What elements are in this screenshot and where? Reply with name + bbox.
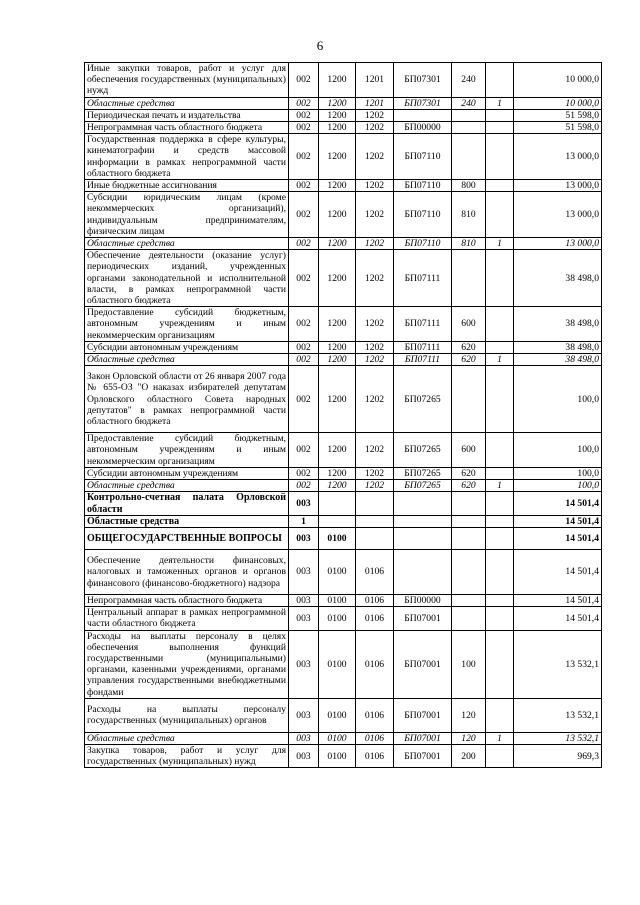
row-name: Периодическая печать и издательства (85, 109, 289, 121)
cell-target-article: БП00000 (394, 122, 452, 134)
row-name: Обеспечение деятельности финансовых, налоговых и таможенных органов и органов финансового (финансово-бюджетного) надзора (85, 549, 289, 594)
cell-section-code: 1200 (319, 480, 356, 492)
cell-expense-type (452, 122, 486, 134)
cell-amount: 14 501,4 (514, 515, 602, 527)
cell-target-article: БП07001 (394, 630, 452, 698)
cell-expense-type: 810 (452, 238, 486, 250)
cell-section-code (319, 492, 356, 515)
cell-funding-source (486, 366, 514, 433)
cell-section-code: 1200 (319, 192, 356, 238)
cell-expense-type (452, 549, 486, 594)
cell-ministry-code: 002 (289, 480, 319, 492)
cell-funding-source (486, 250, 514, 307)
cell-section-code: 0100 (319, 594, 356, 606)
table-row (85, 366, 602, 433)
cell-funding-source (486, 607, 514, 630)
cell-funding-source (486, 527, 514, 549)
cell-target-article: БП07265 (394, 467, 452, 479)
cell-ministry-code: 002 (289, 307, 319, 342)
cell-amount: 14 501,4 (514, 549, 602, 594)
cell-amount: 10 000,0 (514, 63, 602, 98)
cell-amount: 38 498,0 (514, 341, 602, 353)
row-name: Областные средства (85, 480, 289, 492)
cell-subsection-code: 1202 (356, 192, 394, 238)
cell-ministry-code: 002 (289, 97, 319, 109)
row-name: Субсидии юридическим лицам (кроме некоммерческих организаций), индивидуальным предпринимателям, физическим лицам (85, 192, 289, 238)
cell-amount: 14 501,4 (514, 527, 602, 549)
cell-expense-type: 620 (452, 467, 486, 479)
cell-amount: 38 498,0 (514, 250, 602, 307)
cell-expense-type: 240 (452, 97, 486, 109)
row-name: Областные средства (85, 97, 289, 109)
cell-funding-source: 1 (486, 97, 514, 109)
cell-funding-source (486, 515, 514, 527)
cell-subsection-code: 1202 (356, 366, 394, 433)
cell-expense-type: 120 (452, 698, 486, 732)
cell-target-article: БП07301 (394, 63, 452, 98)
cell-section-code: 1200 (319, 122, 356, 134)
cell-funding-source (486, 549, 514, 594)
cell-ministry-code: 1 (289, 515, 319, 527)
cell-funding-source (486, 307, 514, 342)
cell-subsection-code: 0106 (356, 630, 394, 698)
cell-target-article: БП07265 (394, 433, 452, 468)
cell-funding-source (486, 433, 514, 468)
cell-section-code: 1200 (319, 307, 356, 342)
cell-target-article (394, 527, 452, 549)
cell-expense-type: 600 (452, 307, 486, 342)
row-name: Субсидии автономным учреждениям (85, 341, 289, 353)
cell-section-code: 1200 (319, 250, 356, 307)
cell-amount: 14 501,4 (514, 607, 602, 630)
row-name: Государственная поддержка в сфере культуры, кинематографии и средств массовой информации в рамках непрограммной части областного бюджета (85, 134, 289, 180)
cell-amount: 38 498,0 (514, 354, 602, 366)
cell-ministry-code: 002 (289, 109, 319, 121)
cell-amount: 100,0 (514, 433, 602, 468)
row-name: Непрограммная часть областного бюджета (85, 594, 289, 606)
cell-amount: 13 000,0 (514, 238, 602, 250)
cell-ministry-code: 003 (289, 630, 319, 698)
cell-funding-source (486, 630, 514, 698)
table-row (85, 238, 602, 250)
row-name: Непрограммная часть областного бюджета (85, 122, 289, 134)
cell-amount: 14 501,4 (514, 492, 602, 515)
cell-subsection-code: 0106 (356, 744, 394, 767)
row-name: ОБЩЕГОСУДАРСТВЕННЫЕ ВОПРОСЫ (85, 527, 289, 549)
cell-ministry-code: 002 (289, 122, 319, 134)
cell-funding-source (486, 698, 514, 732)
row-name: Областные средства (85, 732, 289, 744)
table-row (85, 307, 602, 342)
row-name: Иные бюджетные ассигнования (85, 180, 289, 192)
cell-ministry-code: 003 (289, 594, 319, 606)
budget-table (84, 62, 602, 768)
cell-target-article: БП00000 (394, 594, 452, 606)
cell-amount: 51 598,0 (514, 122, 602, 134)
cell-subsection-code: 1202 (356, 467, 394, 479)
table-row (85, 515, 602, 527)
cell-ministry-code: 003 (289, 607, 319, 630)
cell-expense-type: 600 (452, 433, 486, 468)
cell-target-article: БП07001 (394, 732, 452, 744)
cell-target-article: БП07110 (394, 180, 452, 192)
cell-expense-type: 620 (452, 354, 486, 366)
cell-expense-type: 810 (452, 192, 486, 238)
table-row (85, 97, 602, 109)
cell-ministry-code: 002 (289, 134, 319, 180)
cell-expense-type (452, 607, 486, 630)
row-name: Областные средства (85, 515, 289, 527)
cell-section-code: 1200 (319, 238, 356, 250)
cell-funding-source (486, 122, 514, 134)
cell-expense-type (452, 366, 486, 433)
cell-expense-type: 620 (452, 341, 486, 353)
cell-subsection-code: 0106 (356, 594, 394, 606)
cell-funding-source (486, 63, 514, 98)
page-number: 6 (316, 38, 324, 53)
table-row (85, 180, 602, 192)
cell-target-article (394, 549, 452, 594)
cell-subsection-code: 1202 (356, 307, 394, 342)
cell-section-code: 1200 (319, 134, 356, 180)
cell-expense-type (452, 250, 486, 307)
table-row (85, 109, 602, 121)
cell-subsection-code: 1202 (356, 480, 394, 492)
cell-amount: 100,0 (514, 467, 602, 479)
table-row (85, 744, 602, 767)
table-row (85, 698, 602, 732)
cell-ministry-code: 003 (289, 527, 319, 549)
cell-ministry-code: 002 (289, 180, 319, 192)
cell-ministry-code: 002 (289, 433, 319, 468)
row-name: Областные средства (85, 238, 289, 250)
cell-expense-type: 240 (452, 63, 486, 98)
cell-amount: 100,0 (514, 480, 602, 492)
table-row (85, 341, 602, 353)
cell-section-code: 1200 (319, 63, 356, 98)
table-row (85, 527, 602, 549)
cell-expense-type: 620 (452, 480, 486, 492)
table-row (85, 549, 602, 594)
cell-section-code: 1200 (319, 467, 356, 479)
table-row (85, 354, 602, 366)
cell-subsection-code: 1201 (356, 97, 394, 109)
cell-section-code: 1200 (319, 354, 356, 366)
cell-target-article: БП07265 (394, 480, 452, 492)
cell-amount: 51 598,0 (514, 109, 602, 121)
cell-subsection-code: 1202 (356, 122, 394, 134)
cell-expense-type (452, 109, 486, 121)
cell-funding-source (486, 467, 514, 479)
cell-subsection-code: 1202 (356, 134, 394, 180)
table-row (85, 732, 602, 744)
cell-target-article: БП07001 (394, 607, 452, 630)
cell-amount: 13 532,1 (514, 630, 602, 698)
cell-section-code: 0100 (319, 607, 356, 630)
cell-ministry-code: 002 (289, 354, 319, 366)
cell-amount: 38 498,0 (514, 307, 602, 342)
cell-expense-type: 800 (452, 180, 486, 192)
cell-ministry-code: 002 (289, 467, 319, 479)
cell-subsection-code (356, 492, 394, 515)
cell-ministry-code: 003 (289, 732, 319, 744)
row-name: Закупка товаров, работ и услуг для государственных (муниципальных) нужд (85, 744, 289, 767)
table-row (85, 63, 602, 98)
cell-funding-source (486, 341, 514, 353)
row-name: Областные средства (85, 354, 289, 366)
cell-funding-source: 1 (486, 480, 514, 492)
row-name: Иные закупки товаров, работ и услуг для обеспечения государственных (муниципальных) нужд (85, 63, 289, 98)
cell-section-code: 0100 (319, 744, 356, 767)
cell-funding-source (486, 180, 514, 192)
cell-target-article: БП07110 (394, 238, 452, 250)
row-name: Субсидии автономным учреждениям (85, 467, 289, 479)
cell-section-code: 0100 (319, 698, 356, 732)
cell-subsection-code (356, 527, 394, 549)
table-row (85, 607, 602, 630)
cell-amount: 14 501,4 (514, 594, 602, 606)
cell-section-code: 1200 (319, 341, 356, 353)
cell-amount: 10 000,0 (514, 97, 602, 109)
table-row (85, 492, 602, 515)
cell-funding-source: 1 (486, 354, 514, 366)
row-name: Закон Орловской области от 26 января 2007 года № 655-ОЗ "О наказах избирателей депутатам Орловского областного Совета народных депутатов" в рамках непрограммной части областного бюджета (85, 366, 289, 433)
cell-funding-source (486, 744, 514, 767)
table-row (85, 122, 602, 134)
cell-ministry-code: 002 (289, 63, 319, 98)
cell-section-code: 1200 (319, 366, 356, 433)
cell-subsection-code: 1202 (356, 238, 394, 250)
cell-subsection-code: 1202 (356, 341, 394, 353)
table-row (85, 630, 602, 698)
cell-section-code: 0100 (319, 549, 356, 594)
cell-subsection-code: 1202 (356, 250, 394, 307)
cell-funding-source (486, 594, 514, 606)
table-row (85, 467, 602, 479)
cell-target-article: БП07111 (394, 307, 452, 342)
cell-target-article: БП07111 (394, 250, 452, 307)
cell-section-code: 1200 (319, 97, 356, 109)
cell-target-article: БП07110 (394, 192, 452, 238)
cell-subsection-code: 0106 (356, 732, 394, 744)
cell-amount: 13 532,1 (514, 698, 602, 732)
cell-ministry-code: 003 (289, 744, 319, 767)
cell-target-article: БП07265 (394, 366, 452, 433)
row-name: Контрольно-счетная палата Орловской области (85, 492, 289, 515)
cell-amount: 13 000,0 (514, 192, 602, 238)
row-name: Расходы на выплаты персоналу в целях обеспечения выполнения функций государственными (муниципальными) органами, казенными учреждениями, органами управления государственными внебюджетными фондами (85, 630, 289, 698)
cell-funding-source (486, 134, 514, 180)
cell-target-article: БП07111 (394, 341, 452, 353)
cell-subsection-code: 1201 (356, 63, 394, 98)
row-name: Обеспечение деятельности (оказание услуг) периодических изданий, учрежденных органами законодательной и исполнительной власти, в рамках непрограммной части областного бюджета (85, 250, 289, 307)
cell-expense-type (452, 527, 486, 549)
cell-target-article: БП07111 (394, 354, 452, 366)
cell-target-article (394, 492, 452, 515)
row-name: Центральный аппарат в рамках непрограммной части областного бюджета (85, 607, 289, 630)
table-row (85, 192, 602, 238)
cell-amount: 13 000,0 (514, 180, 602, 192)
cell-expense-type (452, 492, 486, 515)
cell-section-code: 1200 (319, 180, 356, 192)
cell-funding-source (486, 109, 514, 121)
cell-target-article: БП07110 (394, 134, 452, 180)
cell-section-code: 0100 (319, 630, 356, 698)
cell-funding-source (486, 492, 514, 515)
cell-ministry-code: 002 (289, 250, 319, 307)
row-name: Расходы на выплаты персоналу государственных (муниципальных) органов (85, 698, 289, 732)
cell-ministry-code: 003 (289, 492, 319, 515)
cell-target-article: БП07301 (394, 97, 452, 109)
table-row (85, 250, 602, 307)
cell-amount: 13 000,0 (514, 134, 602, 180)
cell-expense-type (452, 134, 486, 180)
cell-target-article (394, 109, 452, 121)
cell-subsection-code: 0106 (356, 698, 394, 732)
cell-ministry-code: 003 (289, 549, 319, 594)
table-row (85, 134, 602, 180)
cell-section-code (319, 515, 356, 527)
cell-section-code: 1200 (319, 109, 356, 121)
budget-rows (85, 63, 602, 768)
cell-subsection-code: 0106 (356, 549, 394, 594)
cell-ministry-code: 003 (289, 698, 319, 732)
row-name: Предоставление субсидий бюджетным, автономным учреждениям и иным некоммерческим организациям (85, 433, 289, 468)
cell-expense-type: 120 (452, 732, 486, 744)
cell-ministry-code: 002 (289, 341, 319, 353)
cell-target-article: БП07001 (394, 744, 452, 767)
cell-subsection-code: 1202 (356, 433, 394, 468)
row-name: Предоставление субсидий бюджетным, автономным учреждениям и иным некоммерческим организациям (85, 307, 289, 342)
cell-amount: 100,0 (514, 366, 602, 433)
cell-amount: 13 532,1 (514, 732, 602, 744)
table-row (85, 594, 602, 606)
cell-amount: 969,3 (514, 744, 602, 767)
cell-expense-type: 100 (452, 630, 486, 698)
cell-subsection-code: 1202 (356, 180, 394, 192)
cell-target-article: БП07001 (394, 698, 452, 732)
cell-subsection-code (356, 515, 394, 527)
cell-subsection-code: 0106 (356, 607, 394, 630)
cell-funding-source (486, 192, 514, 238)
cell-ministry-code: 002 (289, 366, 319, 433)
cell-expense-type (452, 594, 486, 606)
cell-expense-type (452, 515, 486, 527)
cell-section-code: 0100 (319, 527, 356, 549)
cell-target-article (394, 515, 452, 527)
table-row (85, 480, 602, 492)
cell-subsection-code: 1202 (356, 109, 394, 121)
cell-funding-source: 1 (486, 732, 514, 744)
cell-section-code: 1200 (319, 433, 356, 468)
cell-ministry-code: 002 (289, 238, 319, 250)
cell-ministry-code: 002 (289, 192, 319, 238)
cell-expense-type: 200 (452, 744, 486, 767)
cell-subsection-code: 1202 (356, 354, 394, 366)
cell-section-code: 0100 (319, 732, 356, 744)
cell-funding-source: 1 (486, 238, 514, 250)
table-row (85, 433, 602, 468)
